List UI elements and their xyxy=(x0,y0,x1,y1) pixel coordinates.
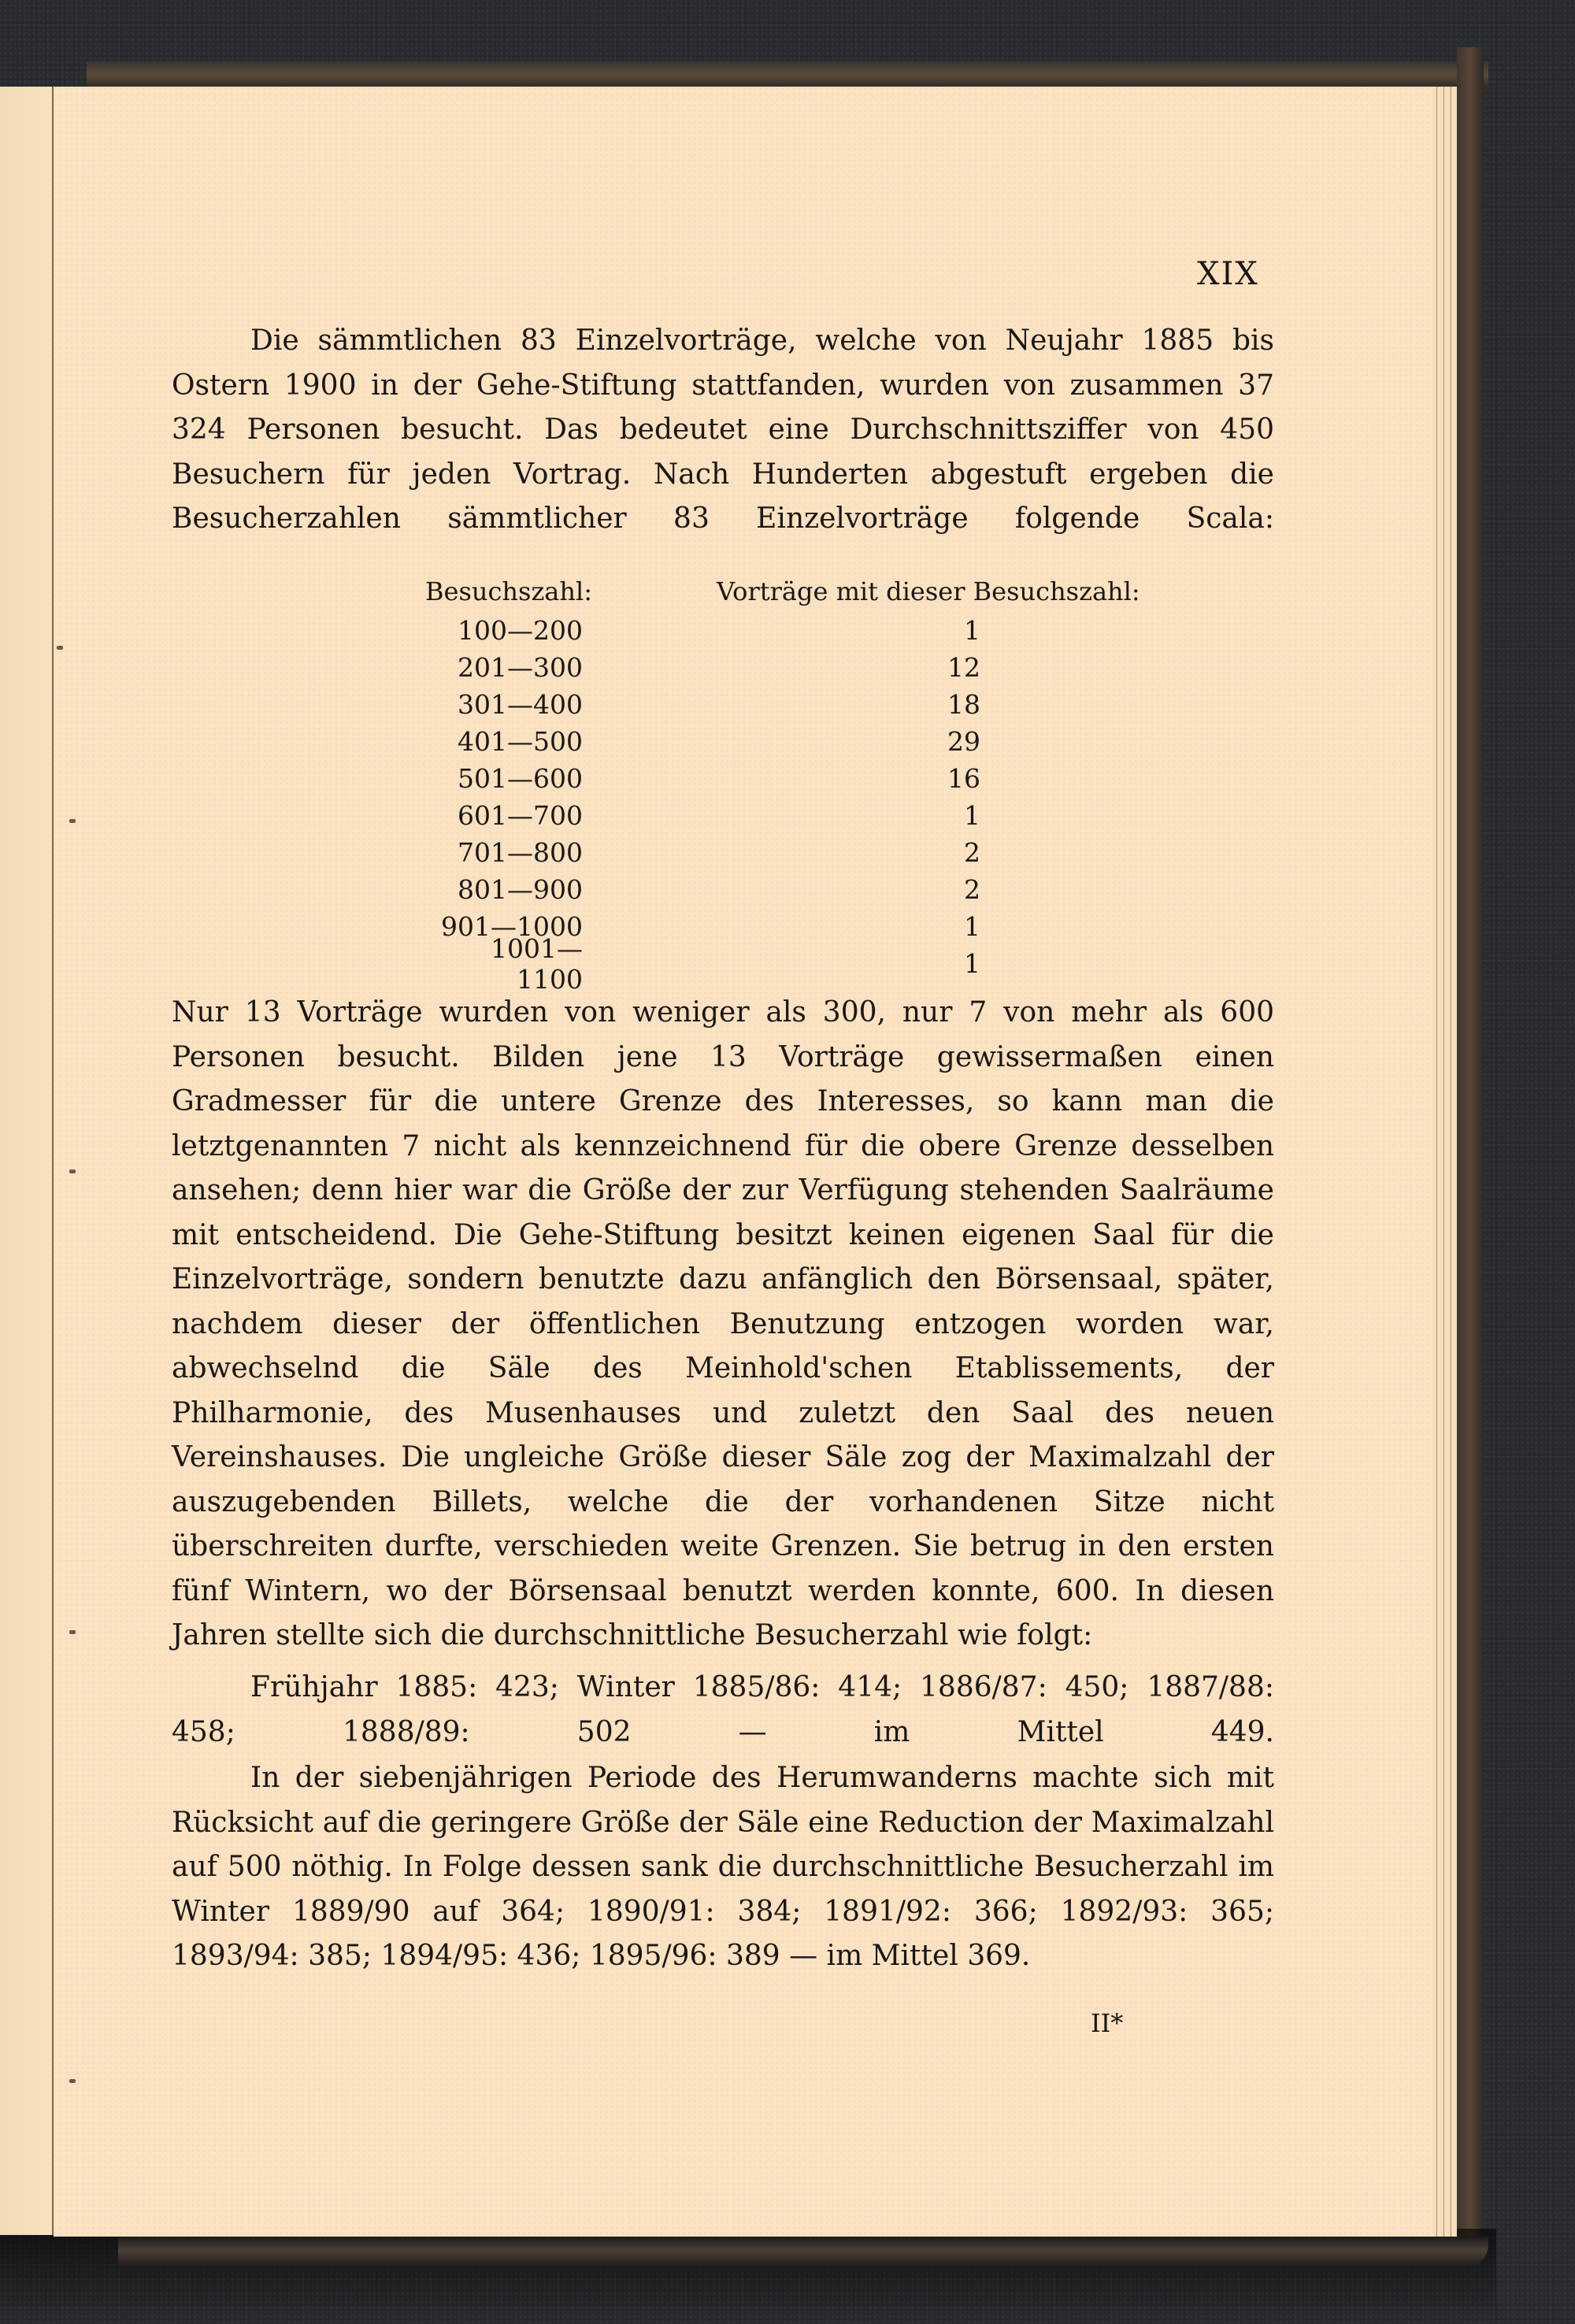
cell-range: 201—300 xyxy=(458,652,583,683)
cell-count: 12 xyxy=(947,652,980,683)
page-stack-edges xyxy=(1433,87,1457,2237)
cell-range: 1001—1100 xyxy=(491,932,583,995)
binding-thread-mark xyxy=(69,1169,76,1173)
cell-range: 801—900 xyxy=(458,874,583,905)
column-header-count: Vorträge mit dieser Besuchszahl: xyxy=(717,576,1140,606)
binding-thread-mark xyxy=(69,819,76,823)
binding-thread-mark xyxy=(57,646,63,650)
cell-count: 2 xyxy=(964,874,980,905)
table-row xyxy=(425,649,1166,686)
table-row xyxy=(425,834,1166,871)
cell-range: 601—700 xyxy=(458,800,583,831)
table-header xyxy=(425,571,1166,612)
book-cover-right-edge xyxy=(1457,47,1484,2237)
cell-range: 401—500 xyxy=(458,726,583,757)
cell-count: 1 xyxy=(964,911,980,942)
cell-count: 18 xyxy=(947,689,980,720)
paragraph-first-period: Frühjahr 1885: 423; Winter 1885/86: 414; 1886/87: 450; 1887/88: 458; 1888/89: 502 — im Mittel 449. xyxy=(172,1671,1274,1748)
cell-count: 29 xyxy=(947,726,980,757)
table-row xyxy=(425,871,1166,908)
book-cover-bottom-edge xyxy=(118,2237,1488,2268)
paragraph-analysis: Nur 13 Vorträge wurden von weniger als 300, nur 7 von mehr als 600 Personen besucht. Bilden jene 13 Vorträge gewissermaßen einen Gradmesser für die untere Grenze des Interesses, so kann man die letztgenannten 7 nicht als kennzeichnend für die obere Grenze desselben ansehen; denn hier war die Größe der zur Verfügung stehenden Saalräume mit entscheidend. Die Gehe-Stiftung besitzt keinen eigenen Saal für die Einzelvorträge, sondern benutzte dazu anfänglich den Börsensaal, später, nachdem dieser der öffentlichen Benutzung entzogen worden war, abwechselnd die Säle des Meinhold'schen Etablissements, der Philharmonie, des Musenhauses und zuletzt den Saal des neuen Vereinshauses. Die ungleiche Größe dieser Säle zog der Maximalzahl der auszugebenden Billets, welche die der vorhandenen Sitze nicht überschreiten durfte, verschieden weite Grenzen. Sie betrug in den ersten fünf Wintern, wo der Börsensaal benutzt werden konnte, 600. In diesen Jahren stellte sich die durchschnittliche Besucherzahl wie folgt: xyxy=(172,996,1274,1651)
cell-count: 1 xyxy=(964,800,980,831)
table-row xyxy=(425,723,1166,760)
cell-range: 100—200 xyxy=(458,615,583,646)
table-row xyxy=(425,686,1166,723)
paragraph-intro: Die sämmtlichen 83 Einzelvorträge, welche von Neujahr 1885 bis Ostern 1900 in der Gehe-Stiftung stattfanden, wurden von zusammen 37 324 Personen besucht. Das bedeutet eine Durchschnittsziffer von 450 Besuchern für jeden Vortrag. Nach Hunderten abgestuft ergeben die Besucherzahlen sämmtlicher 83 Einzelvorträge folgende Scala: xyxy=(172,324,1274,535)
cell-count: 1 xyxy=(964,615,980,646)
signature-mark: II* xyxy=(1091,2008,1124,2038)
binding-thread-mark xyxy=(69,2079,76,2083)
attendance-table xyxy=(425,571,1166,995)
cell-range: 301—400 xyxy=(458,689,583,720)
page-number: XIX xyxy=(1197,256,1259,292)
book-cover-top-edge xyxy=(87,61,1488,88)
cell-range: 701—800 xyxy=(458,837,583,868)
cell-range: 501—600 xyxy=(458,763,583,794)
table-row xyxy=(425,612,1166,649)
table-row xyxy=(425,760,1166,797)
cell-count: 2 xyxy=(964,837,980,868)
column-header-range: Besuchszahl: xyxy=(425,576,592,606)
binding-thread-mark xyxy=(69,1630,76,1634)
table-row xyxy=(425,932,1166,995)
cell-range: 901—1000 xyxy=(441,911,583,942)
facing-page-edge xyxy=(0,87,54,2235)
cell-count: 16 xyxy=(947,763,980,794)
paragraph-second-period: In der siebenjährigen Periode des Herumwanderns machte sich mit Rücksicht auf die geringere Größe der Säle eine Reduction der Maximalzahl auf 500 nöthig. In Folge dessen sank die durchschnittliche Besucherzahl im Winter 1889/90 auf 364; 1890/91: 384; 1891/92: 366; 1892/93: 365; 1893/94: 385; 1894/95: 436; 1895/96: 389 — im Mittel 369. xyxy=(172,1762,1274,1972)
table-row xyxy=(425,797,1166,834)
cell-count: 1 xyxy=(964,948,980,979)
